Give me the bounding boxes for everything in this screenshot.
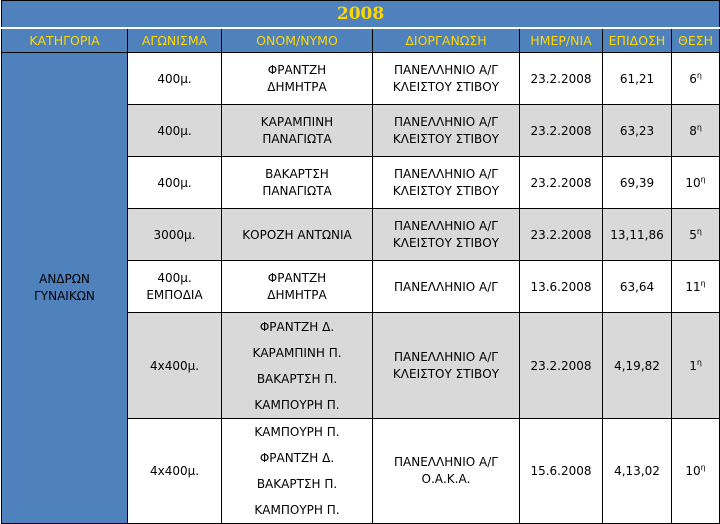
place-cell	[672, 157, 720, 209]
date-cell: 23.2.2008	[520, 313, 603, 419]
place-suffix: η	[700, 463, 706, 472]
name-line: ΒΑΚΑΡΤΣΗ	[265, 166, 329, 181]
place-cell	[672, 53, 720, 105]
performance-cell: 4,19,82	[603, 313, 672, 419]
event-cell	[128, 419, 222, 524]
place-number: 11	[685, 279, 701, 294]
organization-line: ΠΑΝΕΛΛΗΝΙΟ Α/Γ	[394, 218, 498, 233]
name-line: ΚΑΜΠΟΥΡΗ Π.	[254, 503, 340, 517]
year-row	[2, 1, 720, 29]
event-cell	[128, 105, 222, 157]
place-number: 8	[689, 123, 697, 138]
place-suffix: η	[696, 357, 702, 367]
event-cell	[128, 209, 222, 261]
organization-line: ΚΛΕΙΣΤΟΥ ΣΤΙΒΟΥ	[392, 183, 500, 198]
place-number: 6	[689, 71, 697, 86]
name-line: ΚΟΡΟΖΗ ΑΝΤΩΝΙΑ	[242, 227, 352, 242]
performance-cell: 63,23	[603, 105, 672, 157]
place-suffix: η	[700, 278, 706, 288]
header-row	[2, 28, 720, 53]
header-date: ΗΜΕΡ/ΝΙΑ	[520, 28, 603, 53]
date-cell: 15.6.2008	[520, 419, 603, 524]
place-suffix: η	[696, 122, 702, 132]
place-number: 1	[689, 358, 697, 373]
name-line: ΠΑΝΑΓΙΩΤΑ	[262, 131, 332, 146]
event-cell	[128, 261, 222, 313]
name-line: ΦΡΑΝΤΖΗ	[267, 62, 327, 77]
performance-cell: 61,21	[603, 53, 672, 105]
category-line: ΑΝΔΡΩΝ	[39, 272, 90, 286]
organization-cell	[373, 157, 520, 209]
name-line: ΒΑΚΑΡΤΣΗ Π.	[256, 371, 338, 386]
organization-line: Ο.Α.Κ.Α.	[421, 472, 471, 486]
place-number: 5	[689, 227, 697, 242]
date-cell: 23.2.2008	[520, 157, 603, 209]
organization-cell	[373, 209, 520, 261]
place-cell	[672, 209, 720, 261]
name-line: ΚΑΡΑΜΠΙΝΗ Π.	[252, 345, 342, 360]
organization-line: ΠΑΝΕΛΛΗΝΙΟ Α/Γ	[394, 62, 498, 77]
name-cell	[222, 53, 373, 105]
name-line: ΚΑΡΑΜΠΙΝΗ	[260, 114, 334, 129]
organization-line: ΠΑΝΕΛΛΗΝΙΟ Α/Γ	[394, 166, 498, 181]
name-line: ΔΗΜΗΤΡΑ	[267, 287, 327, 302]
results-table	[1, 0, 720, 524]
organization-line: ΚΛΕΙΣΤΟΥ ΣΤΙΒΟΥ	[392, 79, 500, 94]
organization-line: ΠΑΝΕΛΛΗΝΙΟ Α/Γ	[394, 349, 498, 364]
name-cell	[222, 313, 373, 419]
name-line: ΚΑΜΠΟΥΡΗ Π.	[254, 425, 340, 439]
name-cell	[222, 261, 373, 313]
event-line: 3000μ.	[153, 227, 196, 242]
name-cell	[222, 209, 373, 261]
place-cell	[672, 419, 720, 524]
performance-cell: 63,64	[603, 261, 672, 313]
name-cell	[222, 157, 373, 209]
event-line: 4x400μ.	[149, 358, 200, 373]
event-line: 400μ.	[157, 270, 192, 285]
performance-cell: 4,13,02	[603, 419, 672, 524]
table-row	[2, 53, 720, 105]
name-line: ΔΗΜΗΤΡΑ	[267, 79, 327, 94]
header-event: ΑΓΩΝΙΣΜΑ	[128, 28, 222, 53]
name-line: ΒΑΚΑΡΤΣΗ Π.	[256, 477, 338, 491]
place-number: 10	[685, 175, 701, 190]
name-line: ΚΑΜΠΟΥΡΗ Π.	[254, 397, 340, 412]
organization-cell	[373, 419, 520, 524]
header-name: ΟΝΟΜ/ΝΥΜΟ	[222, 28, 373, 53]
name-line: ΠΑΝΑΓΙΩΤΑ	[262, 183, 332, 198]
organization-line: ΚΛΕΙΣΤΟΥ ΣΤΙΒΟΥ	[392, 235, 500, 250]
performance-cell: 13,11,86	[603, 209, 672, 261]
year-title: 2008	[2, 1, 720, 29]
place-cell	[672, 105, 720, 157]
event-cell	[128, 157, 222, 209]
organization-cell	[373, 261, 520, 313]
category-line: ΓΥΝΑΙΚΩΝ	[34, 289, 95, 303]
place-cell	[672, 313, 720, 419]
organization-cell	[373, 53, 520, 105]
results-body	[2, 53, 720, 524]
name-line: ΦΡΑΝΤΖΗ	[267, 270, 327, 285]
header-organization: ΔΙΟΡΓΑΝΩΣΗ	[373, 28, 520, 53]
event-line: 400μ.	[157, 175, 192, 190]
organization-line: ΚΛΕΙΣΤΟΥ ΣΤΙΒΟΥ	[392, 131, 500, 146]
place-number: 10	[685, 464, 701, 478]
organization-line: ΠΑΝΕΛΛΗΝΙΟ Α/Γ	[394, 279, 498, 294]
event-line: ΕΜΠΟΔΙΑ	[146, 287, 203, 302]
place-suffix: η	[700, 174, 706, 184]
event-cell	[128, 53, 222, 105]
place-suffix: η	[696, 226, 702, 236]
event-cell	[128, 313, 222, 419]
category-cell	[2, 53, 128, 524]
event-line: 400μ.	[157, 71, 192, 86]
name-line: ΦΡΑΝΤΖΗ Δ.	[259, 451, 335, 465]
header-performance: ΕΠΙΔΟΣΗ	[603, 28, 672, 53]
place-suffix: η	[696, 70, 702, 80]
organization-line: ΠΑΝΕΛΛΗΝΙΟ Α/Γ	[394, 455, 498, 469]
name-cell	[222, 419, 373, 524]
name-cell	[222, 105, 373, 157]
place-cell	[672, 261, 720, 313]
date-cell: 23.2.2008	[520, 53, 603, 105]
organization-line: ΚΛΕΙΣΤΟΥ ΣΤΙΒΟΥ	[392, 366, 500, 381]
event-line: 400μ.	[157, 123, 192, 138]
name-line: ΦΡΑΝΤΖΗ Δ.	[259, 319, 335, 334]
date-cell: 13.6.2008	[520, 261, 603, 313]
organization-line: ΠΑΝΕΛΛΗΝΙΟ Α/Γ	[394, 114, 498, 129]
header-place: ΘΕΣΗ	[672, 28, 720, 53]
header-category: ΚΑΤΗΓΟΡΙΑ	[2, 28, 128, 53]
organization-cell	[373, 105, 520, 157]
date-cell: 23.2.2008	[520, 209, 603, 261]
organization-cell	[373, 313, 520, 419]
event-line: 4x400μ.	[149, 464, 200, 478]
date-cell: 23.2.2008	[520, 105, 603, 157]
performance-cell: 69,39	[603, 157, 672, 209]
